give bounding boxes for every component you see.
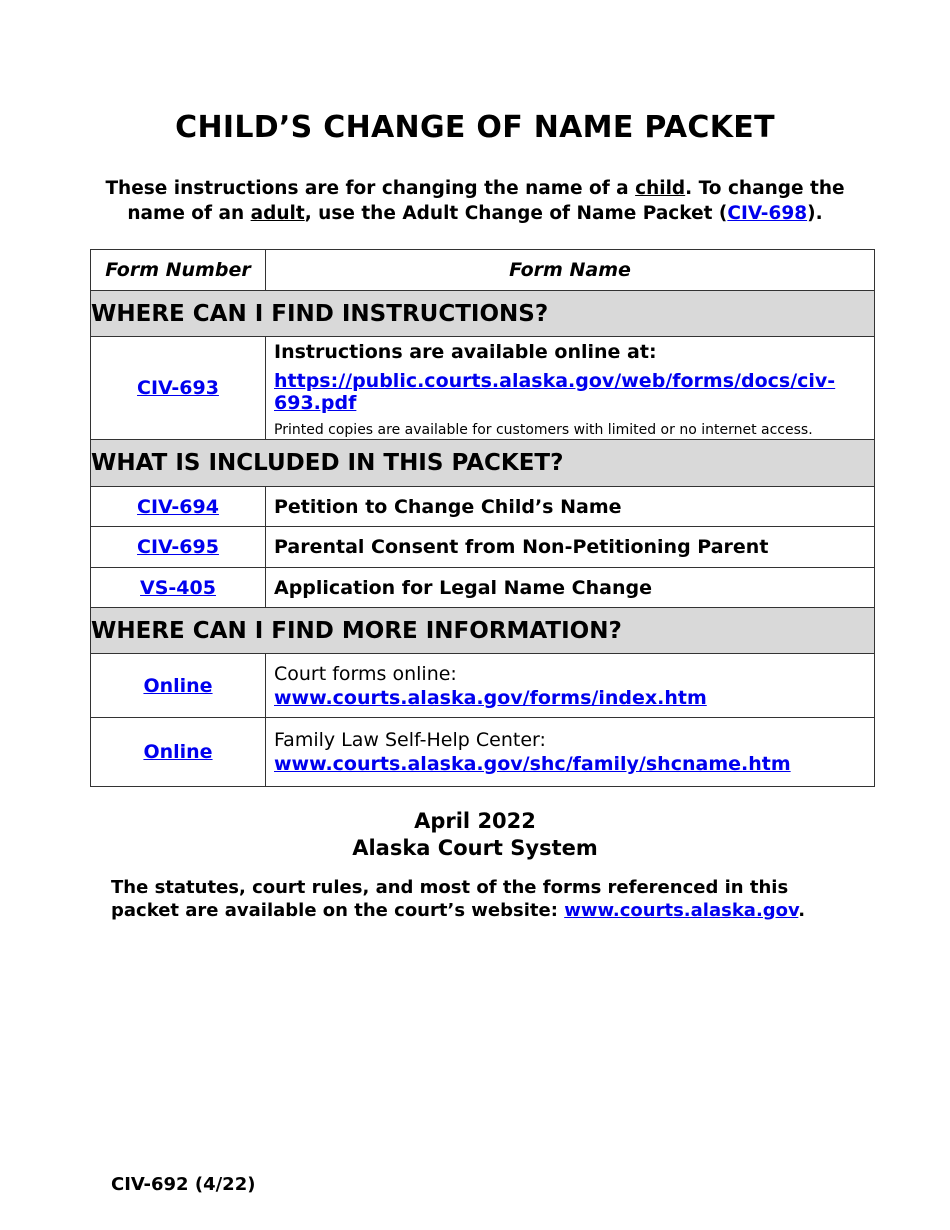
form-link-vs-405[interactable]: VS-405 (140, 576, 216, 599)
form-name-cell: Petition to Change Child’s Name (266, 487, 875, 527)
court-website-link[interactable]: www.courts.alaska.gov (564, 900, 799, 921)
section-included-heading: WHAT IS INCLUDED IN THIS PACKET? (91, 440, 875, 487)
online-link-self-help[interactable]: Online (143, 741, 213, 763)
statutes-note (111, 876, 851, 922)
section-more-info (91, 608, 875, 654)
intro-part3: , use the Adult Change of Name Packet ( (304, 203, 728, 224)
form-id-footer: CIV-692 (4/22) (111, 1174, 256, 1195)
page-title: CHILD’S CHANGE OF NAME PACKET (175, 110, 775, 145)
section-included (91, 440, 875, 487)
self-help-label: Family Law Self-Help Center: (274, 729, 546, 751)
intro-part1: These instructions are for changing the name of a (105, 178, 636, 199)
table-row (91, 487, 875, 527)
form-number-cell (91, 487, 266, 527)
header-form-number: Form Number (91, 250, 266, 291)
printed-copies-note: Printed copies are available for customers with limited or no internet access. (274, 421, 813, 438)
child-word: child (635, 178, 686, 199)
statutes-end: . (798, 900, 806, 921)
forms-table (90, 249, 875, 787)
form-name-cell (266, 337, 875, 440)
form-name-cell: Parental Consent from Non-Petitioning Parent (266, 527, 875, 568)
adult-packet-link[interactable]: CIV-698 (727, 203, 808, 224)
intro-text (90, 176, 860, 226)
instructions-url-link[interactable]: https://public.courts.alaska.gov/web/forms/docs/civ-693.pdf (274, 369, 836, 414)
section-more-info-heading: WHERE CAN I FIND MORE INFORMATION? (91, 608, 875, 654)
statutes-text: The statutes, court rules, and most of the forms referenced in this packet are available on the court’s website: (111, 877, 789, 921)
online-link-forms[interactable]: Online (143, 674, 213, 697)
info-cell (266, 718, 875, 787)
adult-word: adult (250, 203, 305, 224)
court-forms-label: Court forms online: (274, 662, 457, 685)
intro-part2: . To change the name of an (127, 178, 845, 224)
table-row (91, 654, 875, 718)
header-form-name: Form Name (266, 250, 875, 291)
info-cell (266, 654, 875, 718)
instructions-heading: Instructions are available online at: (274, 340, 657, 363)
footer-date-block (0, 808, 950, 862)
intro-part4: ). (807, 203, 823, 224)
form-link-civ-694[interactable]: CIV-694 (137, 495, 219, 518)
publication-date: April 2022 (414, 809, 536, 833)
form-number-cell (91, 527, 266, 568)
form-number-cell (91, 337, 266, 440)
form-number-cell (91, 568, 266, 608)
table-row (91, 718, 875, 787)
form-name-cell: Application for Legal Name Change (266, 568, 875, 608)
table-header-row (91, 250, 875, 291)
organization-name: Alaska Court System (352, 836, 598, 860)
section-instructions-heading: WHERE CAN I FIND INSTRUCTIONS? (91, 291, 875, 337)
table-row (91, 568, 875, 608)
table-row (91, 337, 875, 440)
form-number-cell (91, 718, 266, 787)
form-link-civ-693[interactable]: CIV-693 (137, 377, 219, 399)
section-instructions (91, 291, 875, 337)
table-row (91, 527, 875, 568)
form-link-civ-695[interactable]: CIV-695 (137, 536, 219, 558)
form-number-cell (91, 654, 266, 718)
court-forms-url-link[interactable]: www.courts.alaska.gov/forms/index.htm (274, 686, 707, 709)
self-help-url-link[interactable]: www.courts.alaska.gov/shc/family/shcname.htm (274, 753, 791, 775)
